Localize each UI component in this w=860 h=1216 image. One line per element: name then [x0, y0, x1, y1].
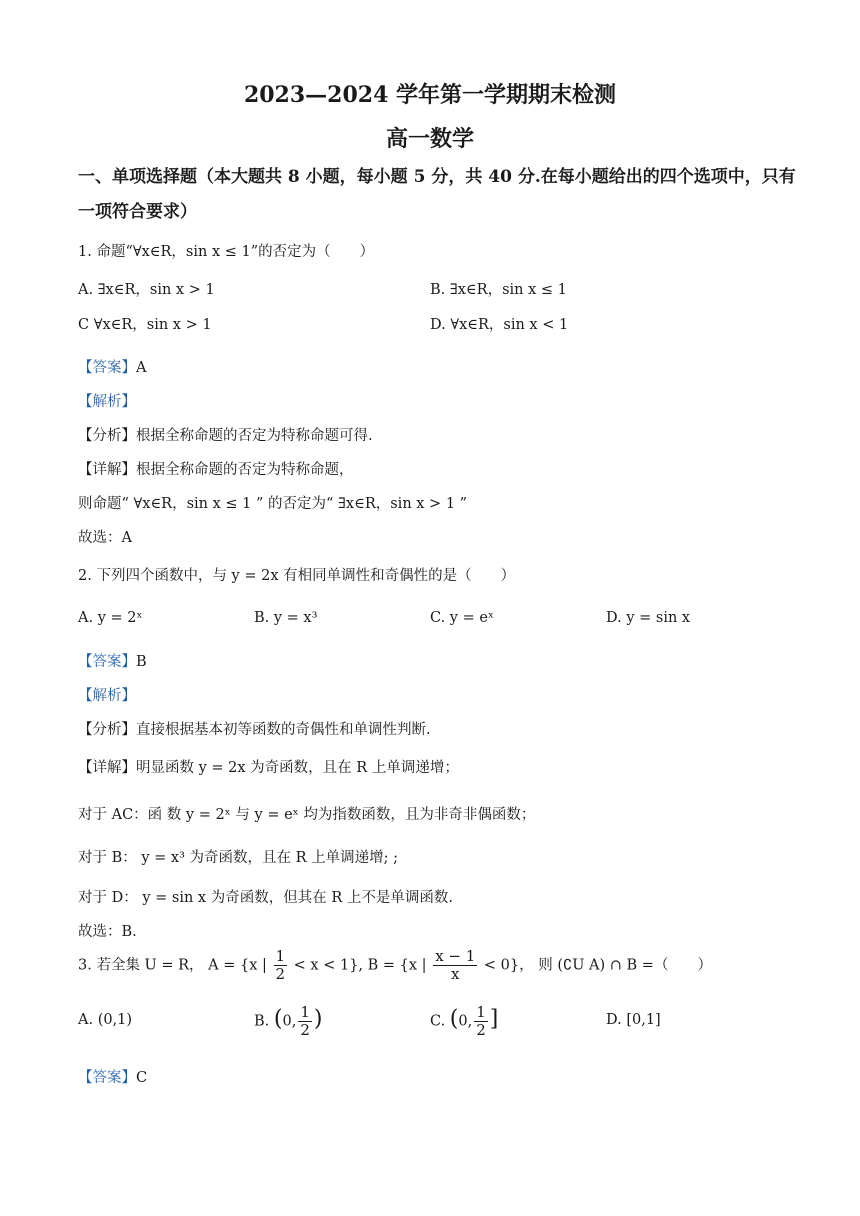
fenxi-tag: 分析 — [92, 428, 122, 444]
q1-stem: 1. 命题“∀x∈R，sin x ≤ 1”的否定为（ ） — [78, 244, 375, 260]
exam-subtitle: 高一数学 — [385, 126, 474, 152]
q2-xiangjie-row: 【详解】明显函数 y = 2x 为奇函数，且在 R 上单调递增； — [78, 760, 459, 776]
analysis-tag: 解析 — [92, 688, 122, 704]
section-heading-line2: 一项符合要求） — [78, 202, 197, 222]
exam-title: 2023—2024 学年第一学期期末检测 — [243, 82, 617, 108]
q2-line-b: 对于 B： y = x³ 为奇函数，且在 R 上单调递增; ; — [78, 850, 399, 866]
q1-xiangjie: 根据全称命题的否定为特称命题， — [136, 462, 354, 478]
q2-stem: 2. 下列四个函数中，与 y = 2x 有相同单调性和奇偶性的是（ ） — [78, 568, 516, 584]
q2-option-c: C. y = eˣ — [430, 610, 495, 626]
q1-conclusion: 则命题“ ∀x∈R，sin x ≤ 1 ” 的否定为“ ∃x∈R，sin x > 1 ” — [78, 496, 468, 512]
q2-analysis-row: 【解析】 — [78, 688, 136, 704]
q1-option-b: B. ∃x∈R，sin x ≤ 1 — [430, 282, 567, 298]
q3-stem-part-b: < x < 1}, B = {x | — [293, 957, 427, 974]
q1-answer-row: 【答案】A — [78, 360, 147, 376]
q1-fenxi-row: 【分析】根据全称命题的否定为特称命题可得. — [78, 428, 373, 444]
q1-option-d: D. ∀x∈R，sin x < 1 — [430, 317, 569, 333]
q1-option-a: A. ∃x∈R，sin x > 1 — [78, 282, 215, 298]
q3-option-c: C. (0, $\frac{1}{2}$ ] — [430, 1003, 499, 1039]
answer-tag: 答案 — [92, 654, 122, 670]
q2-line-ac: 对于 AC：函 数 y = 2ˣ 与 y = eˣ 均为指数函数，且为非奇非偶函数； — [78, 807, 536, 823]
fenxi-tag: 分析 — [92, 722, 122, 738]
q2-fenxi: 直接根据基本初等函数的奇偶性和单调性判断. — [136, 722, 431, 738]
q2-answer-row: 【答案】B — [78, 654, 147, 670]
q3-answer: C — [136, 1070, 148, 1086]
q1-xiangjie-row: 【详解】根据全称命题的否定为特称命题， — [78, 462, 354, 478]
q2-option-d: D. y = sin x — [606, 610, 691, 626]
q1-fenxi: 根据全称命题的否定为特称命题可得. — [136, 428, 373, 444]
q1-option-c: C ∀x∈R，sin x > 1 — [78, 317, 212, 333]
q3-option-b: B. (0, $\frac{1}{2}$ ) — [254, 1003, 323, 1039]
q2-fenxi-row: 【分析】直接根据基本初等函数的奇偶性和单调性判断. — [78, 722, 431, 738]
xiangjie-tag: 详解 — [92, 760, 122, 776]
analysis-tag: 解析 — [92, 394, 122, 410]
q3-fraction-half: $\frac{1}{2}$ — [275, 947, 286, 983]
q2-option-a: A. y = 2ˣ — [78, 610, 143, 626]
q2-option-b: B. y = x³ — [254, 610, 318, 626]
q3-option-a: A. (0,1) — [78, 1012, 133, 1028]
q1-choose: 故选：A — [78, 530, 132, 546]
q1-answer: A — [136, 360, 147, 376]
answer-tag: 答案 — [92, 360, 122, 376]
q3-fraction-x: $\frac{x - 1}{x}$ — [435, 947, 476, 983]
answer-tag: 答案 — [92, 1070, 122, 1086]
q3-c-fraction: $\frac{1}{2}$ — [476, 1003, 486, 1039]
q3-stem-part-a: 3. 若全集 U = R， A = {x | — [78, 957, 267, 974]
q3-b-fraction: $\frac{1}{2}$ — [300, 1003, 310, 1039]
q1-analysis-row: 【解析】 — [78, 394, 136, 410]
q2-line-d: 对于 D： y = sin x 为奇函数，但其在 R 上不是单调函数. — [78, 890, 453, 906]
section-heading-line1: 一、单项选择题（本大题共 8 小题，每小题 5 分，共 40 分.在每小题给出的四个选项中，只有 — [78, 167, 796, 187]
q2-answer: B — [136, 654, 147, 670]
q3-stem — [78, 948, 712, 983]
q3-option-d: D. [0,1] — [606, 1012, 661, 1028]
q2-xiangjie: 明显函数 y = 2x 为奇函数，且在 R 上单调递增； — [136, 760, 459, 776]
xiangjie-tag: 详解 — [92, 462, 122, 478]
q3-stem-part-c: < 0}， 则 (∁U A) ∩ B =（ ） — [483, 957, 712, 974]
q3-answer-row: 【答案】C — [78, 1070, 148, 1086]
q2-choose: 故选：B. — [78, 924, 137, 940]
